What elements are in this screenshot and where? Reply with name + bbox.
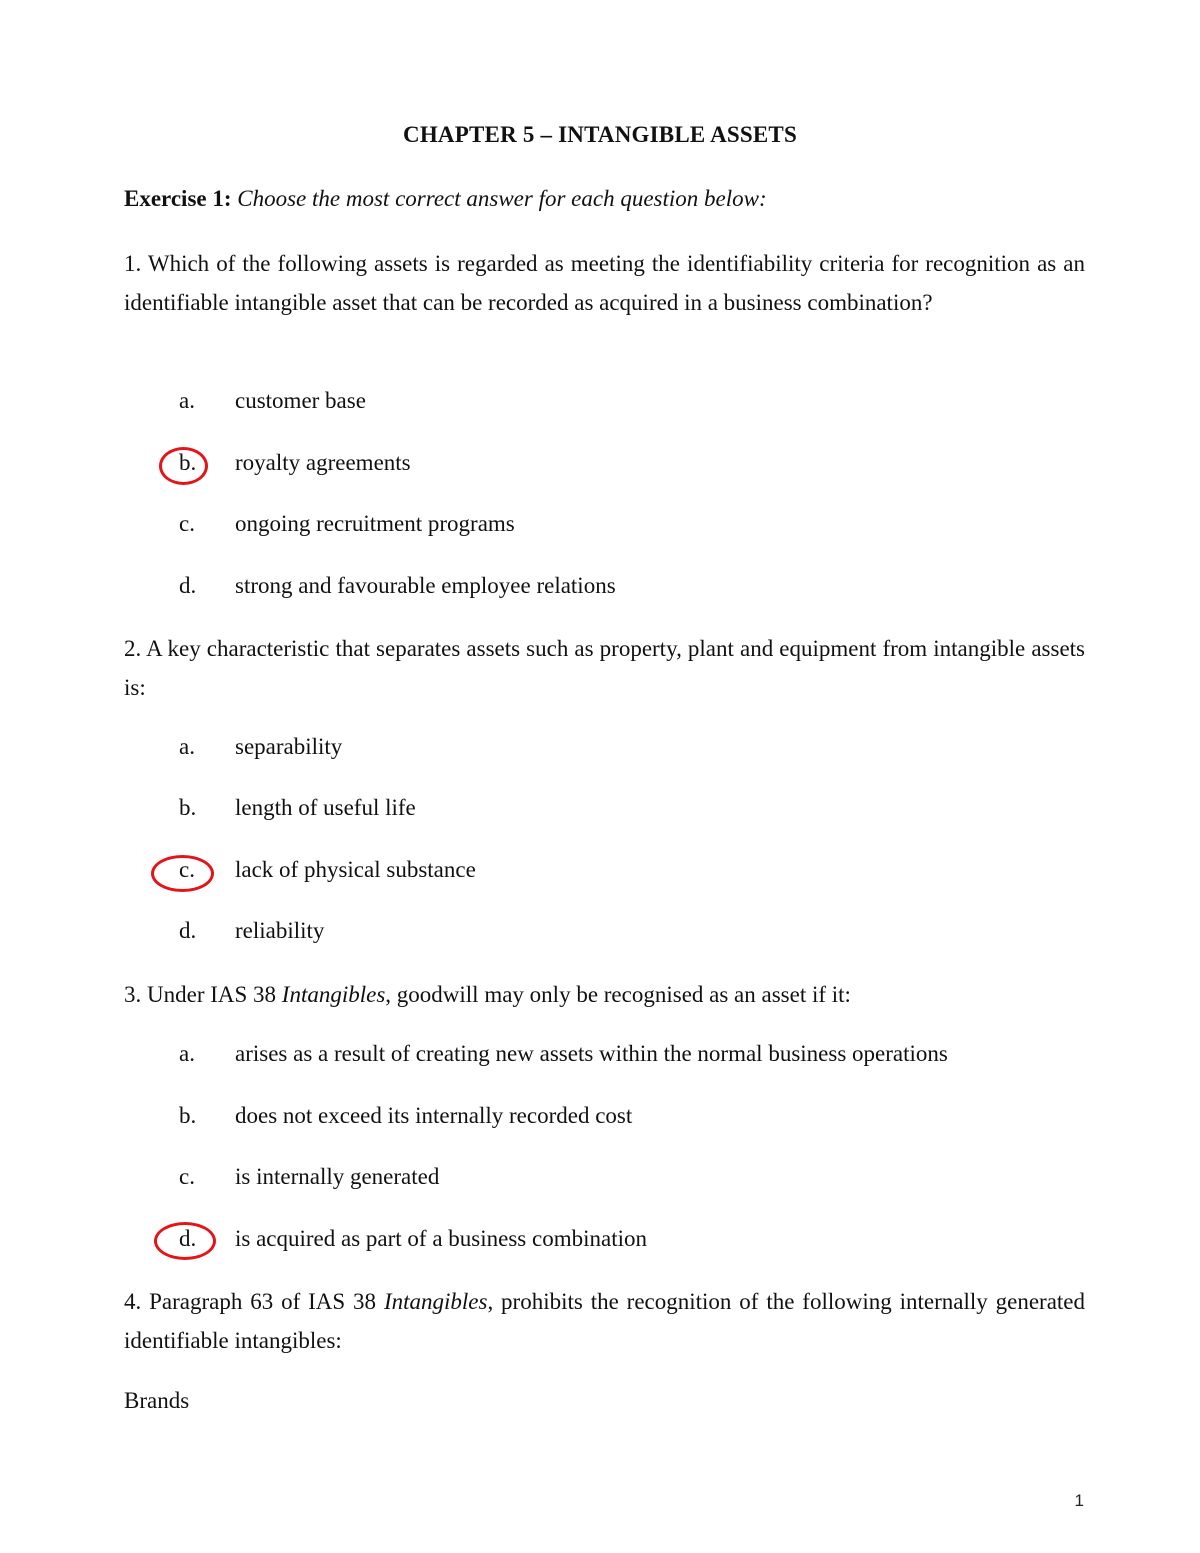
- answer-circle-mark: [151, 855, 214, 892]
- option-text: separability: [235, 734, 343, 759]
- option-letter: a.: [179, 388, 195, 413]
- option-letter: b.: [179, 795, 197, 820]
- question-3-option-c[interactable]: [124, 1164, 1084, 1194]
- question-1-option-b[interactable]: [124, 450, 1084, 480]
- option-text: royalty agreements: [235, 450, 411, 475]
- question-3-italic: Intangibles: [281, 982, 386, 1007]
- question-1-option-d[interactable]: [124, 573, 1084, 603]
- question-3-option-d[interactable]: [124, 1226, 1084, 1256]
- option-text: strong and favourable employee relations: [235, 573, 616, 598]
- option-letter: b.: [179, 450, 197, 475]
- answer-circle-mark: [154, 1222, 216, 1260]
- option-text: arises as a result of creating new assets within the normal business operations: [235, 1041, 948, 1066]
- question-2-text: 2. A key characteristic that separates assets such as property, plant and equipment from intangible assets is:: [124, 636, 1085, 700]
- option-text: length of useful life: [235, 795, 416, 820]
- option-text: does not exceed its internally recorded cost: [235, 1103, 633, 1128]
- option-letter: a.: [179, 1041, 195, 1066]
- question-4-text: [124, 1283, 1085, 1360]
- option-text: is acquired as part of a business combination: [235, 1226, 647, 1251]
- question-2-option-a[interactable]: [124, 734, 1084, 764]
- question-4-suffix: , prohibits the recognition of the following internally generated identifiable intangibles:: [124, 1289, 1085, 1353]
- question-3-prefix: 3. Under IAS 38: [124, 982, 282, 1007]
- option-letter: d.: [179, 573, 197, 598]
- option-letter: a.: [179, 734, 195, 759]
- question-4-prefix: 4. Paragraph 63 of IAS 38: [124, 1289, 384, 1314]
- option-letter: d.: [179, 918, 197, 943]
- option-letter: c.: [179, 1164, 195, 1189]
- question-3-suffix: , goodwill may only be recognised as an asset if it:: [385, 982, 851, 1007]
- question-1-option-a[interactable]: [124, 388, 1084, 418]
- question-2-option-b[interactable]: [124, 795, 1084, 825]
- option-text: lack of physical substance: [235, 857, 476, 882]
- question-2-option-d[interactable]: [124, 918, 1084, 948]
- question-3-option-b[interactable]: [124, 1103, 1084, 1133]
- question-3-text: [124, 976, 1085, 1015]
- page-number: 1: [1074, 1491, 1084, 1510]
- option-letter: c.: [179, 511, 195, 536]
- exercise-instruction: Choose the most correct answer for each question below:: [237, 186, 767, 211]
- option-text: is internally generated: [235, 1164, 440, 1189]
- option-text: customer base: [235, 388, 366, 413]
- chapter-title: CHAPTER 5 – INTANGIBLE ASSETS: [403, 122, 797, 147]
- option-text: ongoing recruitment programs: [235, 511, 515, 536]
- question-2-option-c[interactable]: [124, 857, 1084, 887]
- question-4-italic: Intangibles: [383, 1289, 488, 1314]
- question-3-option-a[interactable]: [124, 1041, 1084, 1071]
- question-1-option-c[interactable]: [124, 511, 1084, 541]
- option-letter: b.: [179, 1103, 197, 1128]
- exercise-heading: [124, 186, 767, 212]
- option-letter: d.: [179, 1226, 197, 1251]
- option-text: reliability: [235, 918, 325, 943]
- option-letter: c.: [179, 857, 195, 882]
- answer-circle-mark: [159, 447, 208, 485]
- question-1-text: 1. Which of the following assets is regarded as meeting the identifiability criteria for recognition as an identifiable intangible asset that can be recorded as acquired in a business combination?: [124, 251, 1085, 315]
- question-4-answer: Brands: [124, 1388, 190, 1413]
- exercise-label: Exercise 1:: [124, 186, 232, 211]
